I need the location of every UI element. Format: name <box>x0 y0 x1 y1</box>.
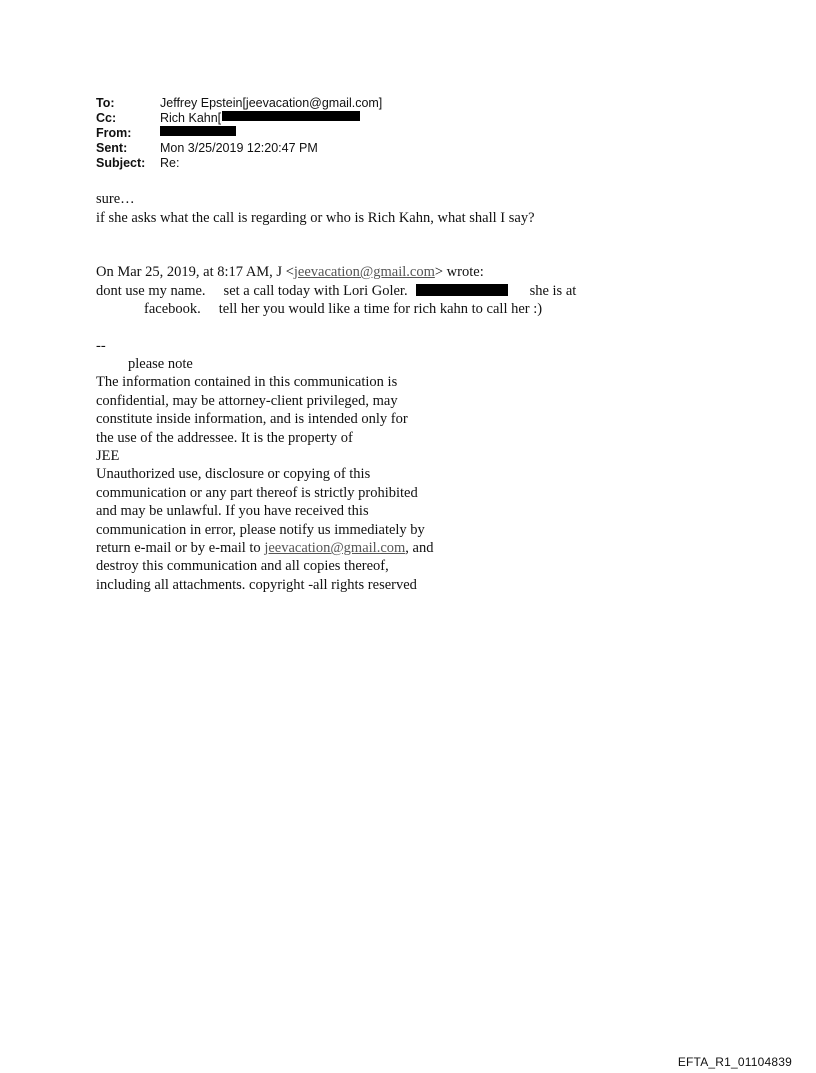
header-sent-row <box>96 141 382 156</box>
email-link[interactable]: jeevacation@gmail.com <box>264 539 406 556</box>
signature-line: the use of the addressee. It is the property of <box>96 429 353 446</box>
signature-block <box>96 337 716 595</box>
quote-header-suffix: > wrote: <box>434 264 484 280</box>
signature-line <box>96 539 716 557</box>
redaction-bar <box>222 111 360 121</box>
quoted-text: set a call today with Lori Goler. <box>223 282 408 299</box>
to-value: Jeffrey Epstein[jeevacation@gmail.com] <box>160 96 383 110</box>
quoted-text: tell her you would like a time for rich kahn to call her :) <box>218 301 543 317</box>
redaction-bar <box>416 284 508 296</box>
quoted-text: facebook. <box>144 301 201 317</box>
sent-value: Mon 3/25/2019 12:20:47 PM <box>160 141 318 155</box>
header-to-row <box>96 96 382 111</box>
signature-text: return e-mail or by e-mail to <box>96 539 265 556</box>
quoted-line <box>96 300 716 319</box>
document-id: EFTA_R1_01104839 <box>677 1055 792 1069</box>
signature-text: , and <box>405 539 434 556</box>
quote-header <box>96 263 716 282</box>
quote-header-prefix: On Mar 25, 2019, at 8:17 AM, J < <box>96 264 294 280</box>
signature-line: Unauthorized use, disclosure or copying of this <box>96 466 371 483</box>
quoted-text: dont use my name. <box>96 282 206 299</box>
signature-line: confidential, may be attorney-client privileged, may <box>96 392 398 409</box>
signature-line: The information contained in this communication is <box>96 374 398 391</box>
reply-line: if she asks what the call is regarding or who is Rich Kahn, what shall I say? <box>96 209 535 226</box>
subject-label: Subject: <box>96 156 146 170</box>
subject-value: Re: <box>160 156 180 170</box>
cc-value: Rich Kahn[ <box>160 111 222 125</box>
reply-text <box>96 190 716 227</box>
reply-line: sure… <box>96 191 135 207</box>
signature-line: communication or any part thereof is strictly prohibited <box>96 484 418 501</box>
signature-line: including all attachments. copyright -all rights reserved <box>96 576 417 593</box>
sent-label: Sent: <box>96 141 128 155</box>
signature-note: please note <box>128 355 193 372</box>
header-from-row <box>96 126 382 141</box>
to-label: To: <box>96 96 115 110</box>
signature-line: destroy this communication and all copies thereof, <box>96 558 389 575</box>
header-cc-row <box>96 111 382 126</box>
quoted-message <box>96 282 716 319</box>
quoted-text: she is at <box>529 282 577 299</box>
header-subject-row <box>96 156 382 171</box>
signature-line: and may be unlawful. If you have received this <box>96 503 369 520</box>
quoted-line <box>96 282 716 301</box>
redaction-bar <box>160 126 236 136</box>
email-body <box>96 190 716 594</box>
email-link[interactable]: jeevacation@gmail.com <box>293 264 435 280</box>
from-label: From: <box>96 126 132 140</box>
signature-dashes: -- <box>96 337 106 354</box>
cc-label: Cc: <box>96 111 117 125</box>
email-header <box>96 96 382 171</box>
signature-line: communication in error, please notify us immediately by <box>96 521 425 538</box>
signature-line: JEE <box>96 447 120 464</box>
signature-line: constitute inside information, and is intended only for <box>96 411 408 428</box>
